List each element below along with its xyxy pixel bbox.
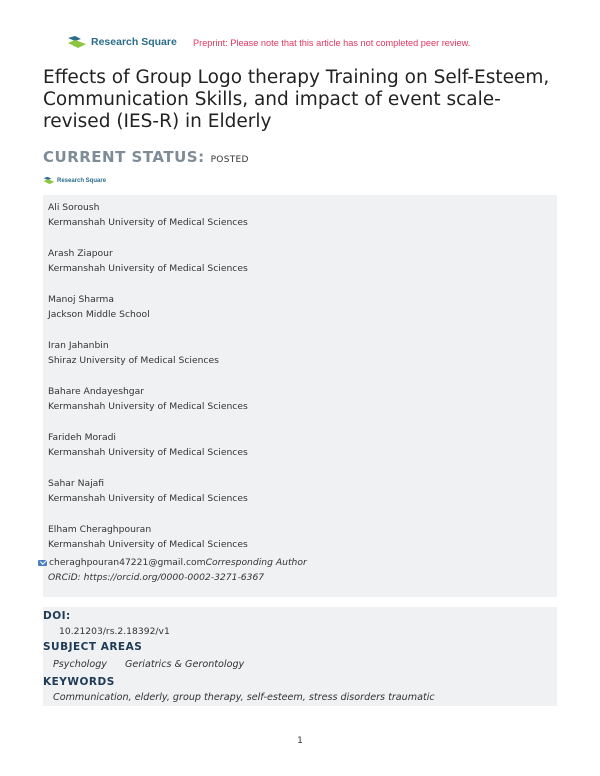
research-square-logo-icon (67, 35, 87, 49)
author-affiliation: Jackson Middle School (48, 309, 150, 320)
author-name: Bahare Andayeshgar (48, 386, 145, 397)
author-affiliation: Kermanshah University of Medical Sciences (48, 493, 248, 504)
author-affiliation: Kermanshah University of Medical Sciences (48, 263, 248, 274)
author-name: Arash Ziapour (48, 248, 113, 259)
author-entry (48, 430, 248, 460)
author-affiliation: Kermanshah University of Medical Sciences (48, 401, 248, 412)
author-entry (48, 338, 219, 368)
brand-name: Research Square (91, 36, 177, 48)
author-name: Manoj Sharma (48, 294, 114, 305)
corresponding-author-label: Corresponding Author (205, 557, 307, 568)
author-name: Elham Cheraghpouran (48, 524, 152, 535)
email-link[interactable]: cheraghpouran47221@gmail.com (49, 557, 206, 568)
keywords-heading: KEYWORDS (43, 676, 115, 688)
preprint-notice: Preprint: Please note that this article has not completed peer review. (193, 38, 471, 48)
authors-panel (43, 195, 557, 597)
subject-item[interactable]: Psychology (53, 659, 107, 670)
author-entry (48, 246, 248, 276)
author-entry (48, 522, 248, 552)
keywords-list: Communication, elderly, group therapy, self-esteem, stress disorders traumatic (53, 692, 435, 703)
doi-heading: DOI: (43, 610, 71, 622)
subject-item[interactable]: Geriatrics & Gerontology (125, 659, 245, 670)
author-affiliation: Kermanshah University of Medical Sciences (48, 217, 248, 228)
status-value: POSTED (210, 155, 249, 165)
author-affiliation: Kermanshah University of Medical Sciences (48, 447, 248, 458)
subject-areas-list (53, 659, 244, 670)
author-entry (48, 476, 248, 506)
paper-title: Effects of Group Logo therapy Training on Self-Esteem, Communication Skills, and impact of event scale-revised (IES-R) in Elderly (43, 67, 550, 132)
subject-areas-heading: SUBJECT AREAS (43, 641, 143, 653)
author-entry (48, 292, 150, 322)
corresponding-contact (38, 557, 307, 568)
author-entry (48, 200, 248, 230)
author-name: Ali Soroush (48, 202, 100, 213)
author-affiliation: Shiraz University of Medical Sciences (48, 355, 219, 366)
author-affiliation: Kermanshah University of Medical Sciences (48, 539, 248, 550)
small-brand-name: Research Square (57, 177, 107, 184)
small-research-square-logo (43, 176, 106, 185)
doi-link[interactable]: 10.21203/rs.2.18392/v1 (59, 626, 170, 637)
page-header (0, 30, 600, 54)
author-entry (48, 384, 248, 414)
small-logo-icon (43, 176, 55, 185)
author-name: Sahar Najafi (48, 478, 105, 489)
email-icon (38, 560, 47, 566)
page-number: 1 (297, 736, 303, 746)
orcid-link[interactable]: ORCiD: https://orcid.org/0000-0002-3271-6367 (48, 572, 265, 583)
current-status (43, 148, 249, 166)
author-name: Farideh Moradi (48, 432, 116, 443)
metadata-panel (43, 607, 557, 706)
research-square-logo[interactable] (67, 35, 177, 49)
status-label: CURRENT STATUS: (43, 148, 205, 166)
author-name: Iran Jahanbin (48, 340, 109, 351)
